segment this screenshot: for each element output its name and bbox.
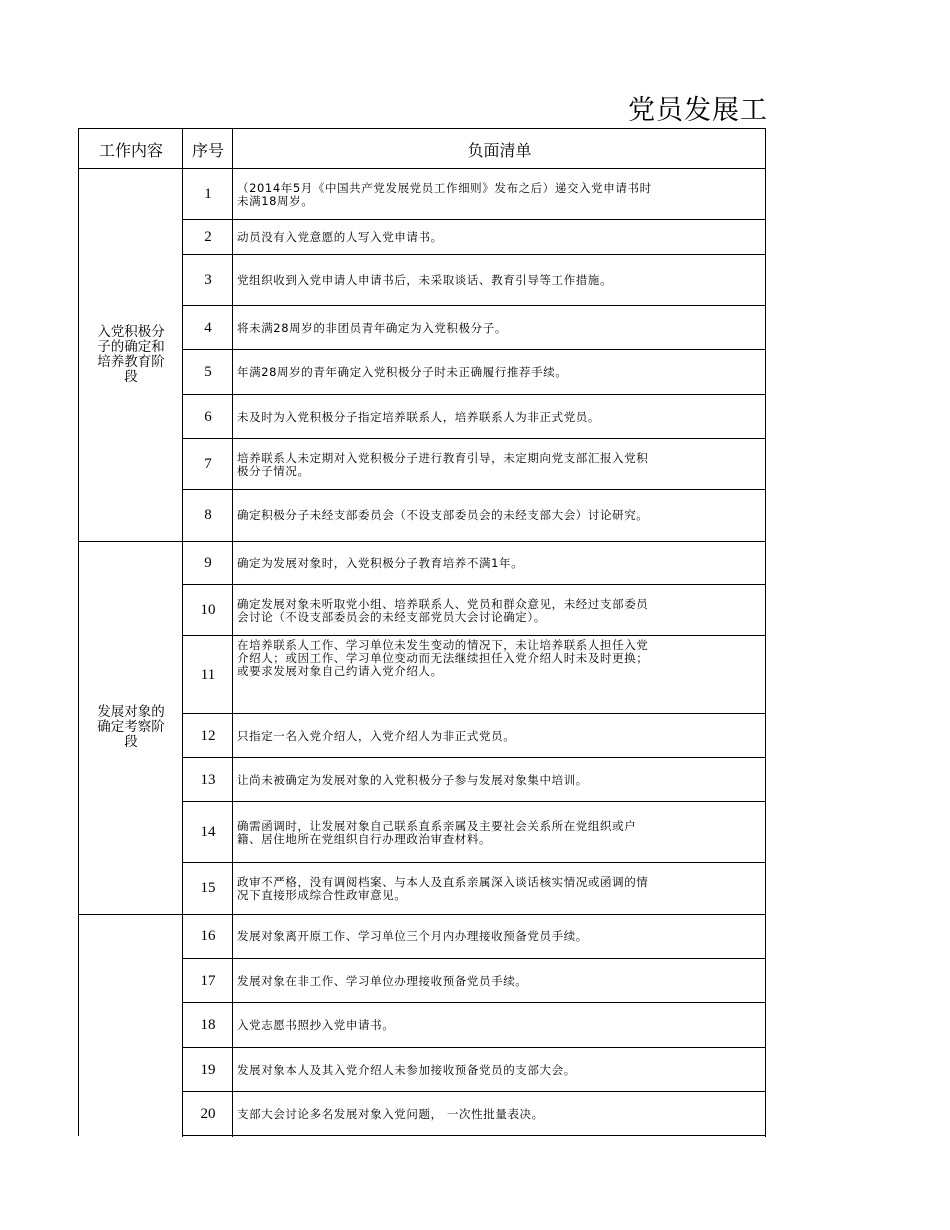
- row-seq: 17: [200, 972, 216, 989]
- grid-line: [182, 1091, 766, 1092]
- row-seq: 19: [200, 1061, 216, 1078]
- grid-line: [78, 541, 766, 542]
- grid-line: [182, 1002, 766, 1003]
- row-seq: 9: [204, 554, 212, 571]
- grid-line: [232, 128, 233, 1137]
- row-seq: 3: [204, 272, 212, 288]
- grid-line: [182, 394, 766, 395]
- row-text: 确定发展对象未听取党小组、培养联系人、党员和群众意见，未经过支部委员会讨论（不设支部委员会的未经支部党员大会讨论确定）。: [237, 596, 649, 624]
- row-seq: 18: [200, 1017, 216, 1033]
- row-text: 只指定一名入党介绍人，入党介绍人为非正式党员。: [237, 728, 516, 743]
- row-seq: 13: [200, 771, 216, 788]
- row-seq: 4: [204, 319, 212, 336]
- grid-line: [182, 801, 766, 802]
- row-seq: 12: [200, 727, 216, 744]
- row-seq: 1: [204, 186, 212, 202]
- grid-line: [182, 862, 766, 863]
- row-text: 培养联系人未定期对入党积极分子进行教育引导，未定期向党支部汇报入党积极分子情况。: [237, 450, 649, 478]
- grid-line: [78, 128, 79, 1136]
- header-content: 工作内容: [98, 140, 163, 160]
- stage-1-label: 入党积极分子的确定和培养教育阶段: [97, 324, 165, 385]
- stage-3-label: [79, 914, 183, 1136]
- row-seq: 20: [200, 1105, 216, 1122]
- row-text: 发展对象离开原工作、学习单位三个月内办理接收预备党员手续。: [237, 929, 588, 943]
- row-seq: 2: [204, 229, 212, 245]
- row-text: 未及时为入党积极分子指定培养联系人，培养联系人为非正式党员。: [237, 409, 600, 424]
- grid-line: [78, 168, 766, 169]
- row-text: 在培养联系人工作、学习单位未发生变动的情况下，未让培养联系人担任入党介绍人；或因工作、学习单位变动而无法继续担任入党介绍人时未及时更换；或要求发展对象自己约请入党介绍人。: [237, 638, 649, 678]
- grid-line: [182, 489, 766, 490]
- grid-line: [182, 1047, 766, 1048]
- row-text: 将未满28周岁的非团员青年确定为入党积极分子。: [237, 320, 507, 335]
- grid-line: [182, 584, 766, 585]
- grid-line: [182, 713, 766, 714]
- grid-line: [182, 305, 766, 306]
- row-text: 政审不严格，没有调阅档案、与本人及直系亲属深入谈话核实情况或函调的情况下直接形成综合性政审意见。: [237, 874, 649, 902]
- row-text: （2014年5月《中国共产党发展党员工作细则》发布之后）递交入党申请书时未满18周岁。: [237, 180, 652, 208]
- row-seq: 6: [204, 408, 212, 425]
- grid-line: [182, 635, 766, 636]
- row-text: 动员没有入党意愿的人写入党申请书。: [237, 230, 443, 244]
- grid-line: [182, 438, 766, 439]
- row-seq: 11: [200, 666, 216, 683]
- row-seq: 7: [204, 456, 212, 472]
- grid-line: [182, 128, 183, 1137]
- row-text: 发展对象本人及其入党介绍人未参加接收预备党员的支部大会。: [237, 1062, 576, 1077]
- grid-line: [182, 1135, 766, 1136]
- grid-line: [182, 349, 766, 350]
- stage-2-label: 发展对象的确定考察阶段: [97, 704, 165, 750]
- row-text: 党组织收到入党申请人申请书后，未采取谈话、教育引导等工作措施。: [237, 273, 613, 287]
- row-text: 确定为发展对象时，入党积极分子教育培养不满1年。: [237, 555, 524, 570]
- grid-line: [182, 254, 766, 255]
- row-seq: 5: [204, 364, 212, 380]
- header-negative-list: 负面清单: [467, 140, 532, 160]
- row-text: 入党志愿书照抄入党申请书。: [237, 1018, 395, 1032]
- row-text: 确定积极分子未经支部委员会（不设支部委员会的未经支部大会）讨论研究。: [237, 508, 649, 522]
- row-text: 确需函调时，让发展对象自己联系直系亲属及主要社会关系所在党组织或户籍、居住地所在党组织自行办理政治审查材料。: [237, 818, 637, 846]
- grid-line: [78, 914, 766, 915]
- grid-line: [182, 958, 766, 959]
- row-text: 发展对象在非工作、学习单位办理接收预备党员手续。: [237, 973, 528, 988]
- header-seq: 序号: [191, 140, 224, 160]
- row-seq: 10: [200, 602, 216, 618]
- grid-line: [182, 219, 766, 220]
- row-seq: 16: [200, 928, 216, 944]
- row-seq: 15: [200, 880, 216, 896]
- document-title: 党员发展工: [628, 95, 768, 126]
- row-text: 年满28周岁的青年确定入党积极分子时未正确履行推荐手续。: [237, 365, 568, 379]
- grid-line: [765, 128, 766, 1137]
- row-seq: 8: [204, 507, 212, 523]
- grid-line: [182, 757, 766, 758]
- row-seq: 14: [200, 824, 216, 840]
- row-text: 支部大会讨论多名发展对象入党问题， 一次性批量表决。: [237, 1106, 544, 1121]
- row-text: 让尚未被确定为发展对象的入党积极分子参与发展对象集中培训。: [237, 772, 588, 787]
- grid-line: [78, 128, 766, 129]
